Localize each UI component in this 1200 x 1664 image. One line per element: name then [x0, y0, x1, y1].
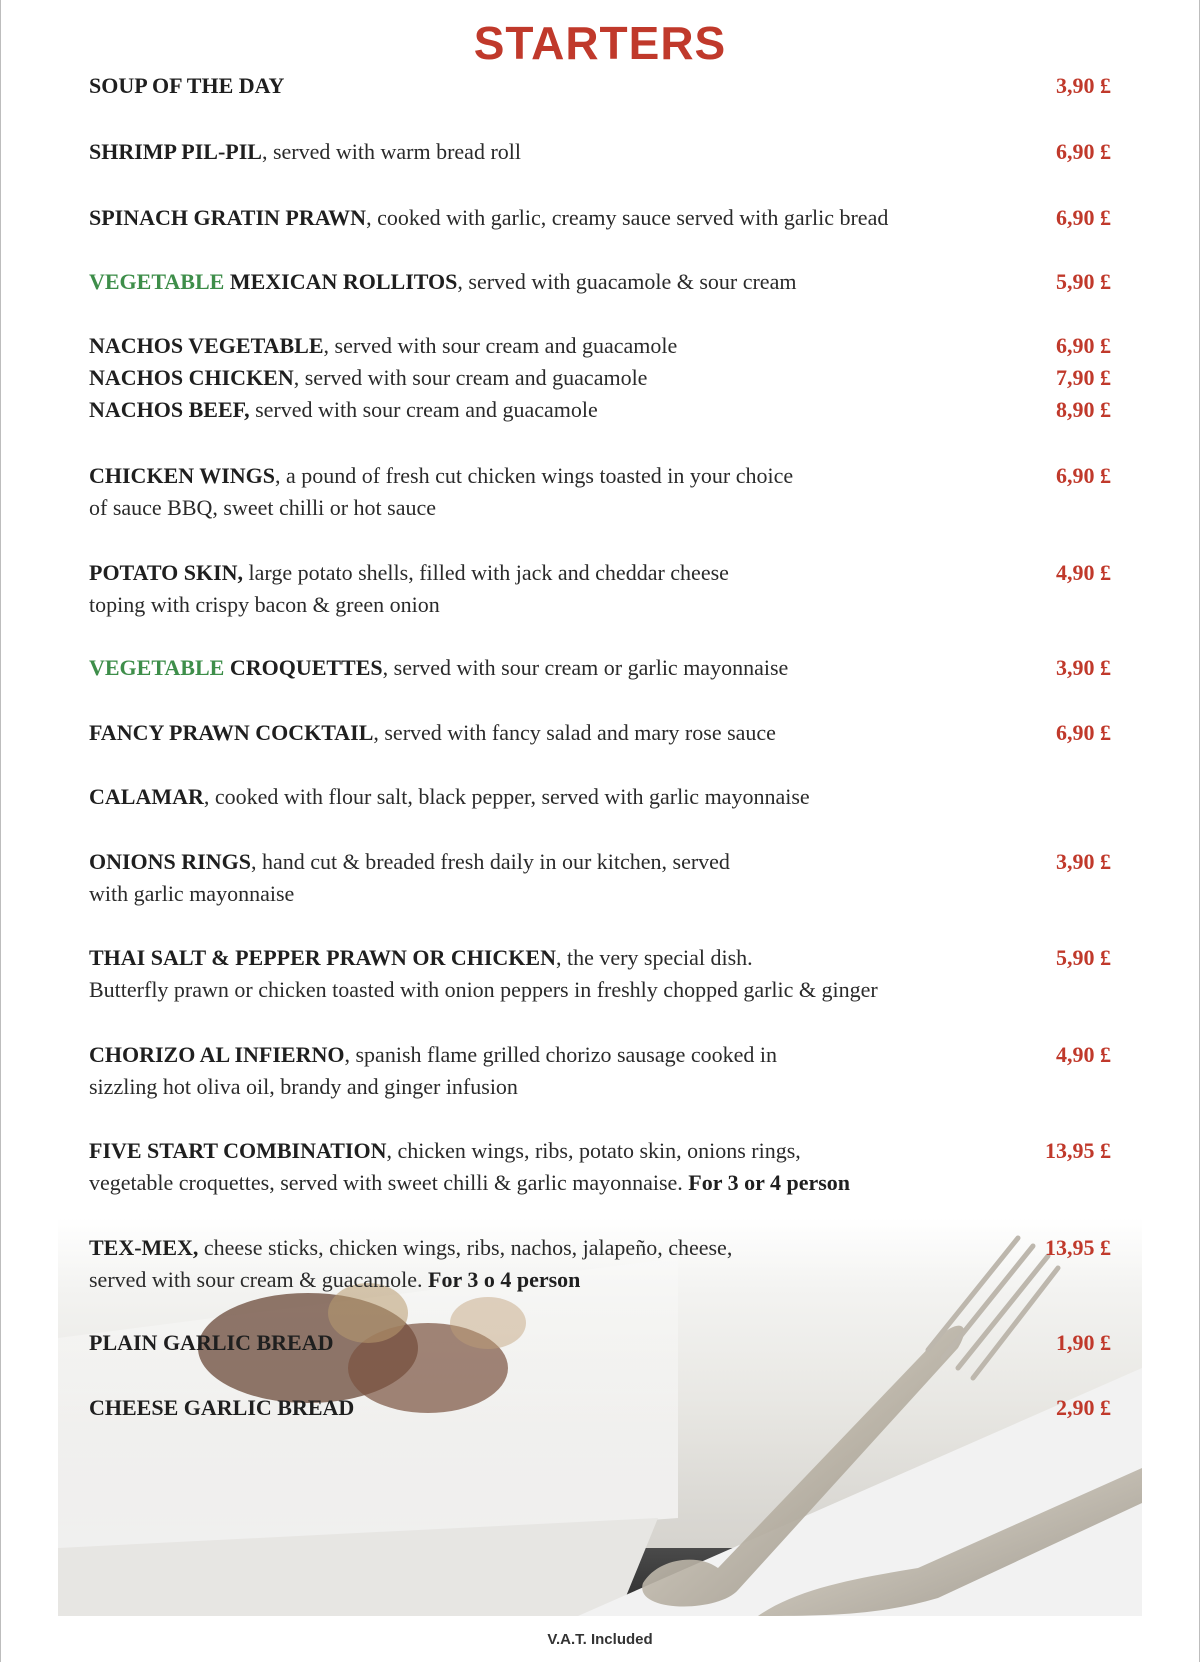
item-line [89, 717, 1111, 749]
menu-item-chorizo-al-infierno [89, 1039, 1111, 1103]
menu-item-spinach-gratin-prawn [89, 202, 1111, 234]
item-name: NACHOS CHICKEN [89, 365, 294, 390]
item-line [89, 1232, 1111, 1264]
item-description: , served with sour cream or garlic mayonnaise [382, 655, 789, 680]
menu-item-nachos-group [89, 330, 1111, 426]
vegetable-tag: VEGETABLE [89, 655, 225, 680]
item-name: SHRIMP PIL-PIL [89, 139, 262, 164]
item-line [89, 942, 1111, 974]
item-description: , served with sour cream and guacamole [323, 333, 678, 358]
item-name: CHICKEN WINGS [89, 463, 276, 488]
item-line [89, 70, 1111, 102]
item-line [89, 1039, 1111, 1071]
item-line [89, 557, 1111, 589]
item-name: SPINACH GRATIN PRAWN [89, 205, 367, 230]
item-price: 1,90 £ [1056, 1330, 1111, 1355]
item-name: NACHOS VEGETABLE [89, 333, 324, 358]
item-price: 13,95 £ [1045, 1138, 1111, 1163]
item-name: CHEESE GARLIC BREAD [89, 1395, 355, 1420]
page-title: STARTERS [473, 17, 727, 69]
item-price: 5,90 £ [1056, 945, 1111, 970]
item-line [89, 974, 1111, 1006]
item-description-continued: of sauce BBQ, sweet chilli or hot sauce [89, 495, 437, 520]
item-line [89, 878, 1111, 910]
item-line-nachos-beef [89, 394, 1111, 426]
item-name: FANCY PRAWN COCKTAIL [89, 720, 374, 745]
item-price: 3,90 £ [1056, 73, 1111, 98]
item-price: 6,90 £ [1056, 139, 1111, 164]
serving-note: For 3 o 4 person [428, 1267, 581, 1292]
item-description-continued: served with sour cream & guacamole. [89, 1267, 423, 1292]
item-line [89, 589, 1111, 621]
item-line [89, 846, 1111, 878]
item-description-continued: vegetable croquettes, served with sweet chilli & garlic mayonnaise. [89, 1170, 683, 1195]
item-description: , served with guacamole & sour cream [457, 269, 797, 294]
menu-item-onions-rings [89, 846, 1111, 910]
item-name: CROQUETTES [229, 655, 383, 680]
item-price: 7,90 £ [1056, 365, 1111, 390]
item-line [89, 1264, 1111, 1296]
item-description: , a pound of fresh cut chicken wings toasted in your choice [275, 463, 794, 488]
menu-item-tex-mex [89, 1232, 1111, 1296]
item-description: , chicken wings, ribs, potato skin, onions rings, [386, 1138, 801, 1163]
item-name: PLAIN GARLIC BREAD [89, 1330, 334, 1355]
item-description: large potato shells, filled with jack and cheddar cheese [243, 560, 729, 585]
menu-item-thai-salt-pepper [89, 942, 1111, 1006]
menu-item-cheese-garlic-bread [89, 1392, 1111, 1424]
item-price: 4,90 £ [1056, 1042, 1111, 1067]
item-price: 8,90 £ [1056, 397, 1111, 422]
item-description: , served with warm bread roll [261, 139, 521, 164]
item-name: CHORIZO AL INFIERNO [89, 1042, 345, 1067]
menu-item-chicken-wings [89, 460, 1111, 524]
item-line [89, 492, 1111, 524]
item-line [89, 266, 1111, 298]
item-description: cheese sticks, chicken wings, ribs, nachos, jalapeño, cheese, [198, 1235, 733, 1260]
menu-item-calamar [89, 781, 1111, 813]
item-line [89, 781, 1111, 813]
item-price: 6,90 £ [1056, 720, 1111, 745]
item-price: 6,90 £ [1056, 463, 1111, 488]
item-line-nachos-vegetable [89, 330, 1111, 362]
menu-item-vegetable-croquettes [89, 652, 1111, 684]
item-line [89, 202, 1111, 234]
item-description-continued: with garlic mayonnaise [89, 881, 295, 906]
item-line [89, 1135, 1111, 1167]
item-line [89, 1392, 1111, 1424]
item-description-continued: toping with crispy bacon & green onion [89, 592, 440, 617]
item-line [89, 1167, 1111, 1199]
item-name: ONIONS RINGS [89, 849, 251, 874]
item-name: NACHOS BEEF, [89, 397, 250, 422]
item-description: , the very special dish. [555, 945, 753, 970]
item-name: MEXICAN ROLLITOS [229, 269, 458, 294]
menu-item-fancy-prawn-cocktail [89, 717, 1111, 749]
item-description-continued: sizzling hot oliva oil, brandy and ginger infusion [89, 1074, 518, 1099]
item-line [89, 136, 1111, 168]
menu-item-soup-of-the-day [89, 70, 1111, 102]
vat-note: V.A.T. Included [547, 1631, 653, 1648]
item-line-nachos-chicken [89, 362, 1111, 394]
item-price: 6,90 £ [1056, 205, 1111, 230]
item-description-continued: Butterfly prawn or chicken toasted with onion peppers in freshly chopped garlic & ginger [89, 977, 878, 1002]
menu-item-mexican-rollitos [89, 266, 1111, 298]
item-description: , hand cut & breaded fresh daily in our kitchen, served [250, 849, 730, 874]
item-price: 5,90 £ [1056, 269, 1111, 294]
item-price: 4,90 £ [1056, 560, 1111, 585]
item-description: , cooked with garlic, creamy sauce served with garlic bread [366, 205, 889, 230]
item-price: 2,90 £ [1056, 1395, 1111, 1420]
item-price: 13,95 £ [1045, 1235, 1111, 1260]
item-name: POTATO SKIN, [89, 560, 244, 585]
item-line [89, 460, 1111, 492]
item-description: , cooked with flour salt, black pepper, served with garlic mayonnaise [203, 784, 810, 809]
item-description: , spanish flame grilled chorizo sausage cooked in [344, 1042, 778, 1067]
menu-item-potato-skin [89, 557, 1111, 621]
item-name: CALAMAR [89, 784, 204, 809]
item-name: TEX-MEX, [89, 1235, 199, 1260]
item-line [89, 1071, 1111, 1103]
item-name: FIVE START COMBINATION [89, 1138, 387, 1163]
item-line [89, 1327, 1111, 1359]
menu-item-five-start-combination [89, 1135, 1111, 1199]
item-description: served with sour cream and guacamole [249, 397, 598, 422]
item-description: , served with fancy salad and mary rose sauce [373, 720, 776, 745]
item-price: 6,90 £ [1056, 333, 1111, 358]
item-name: SOUP OF THE DAY [89, 73, 285, 98]
item-line [89, 652, 1111, 684]
item-price: 3,90 £ [1056, 849, 1111, 874]
item-name: THAI SALT & PEPPER PRAWN OR CHICKEN [89, 945, 556, 970]
vegetable-tag: VEGETABLE [89, 269, 225, 294]
item-description: , served with sour cream and guacamole [293, 365, 648, 390]
serving-note: For 3 or 4 person [688, 1170, 851, 1195]
menu-item-plain-garlic-bread [89, 1327, 1111, 1359]
item-price: 3,90 £ [1056, 655, 1111, 680]
menu-item-shrimp-pil-pil [89, 136, 1111, 168]
